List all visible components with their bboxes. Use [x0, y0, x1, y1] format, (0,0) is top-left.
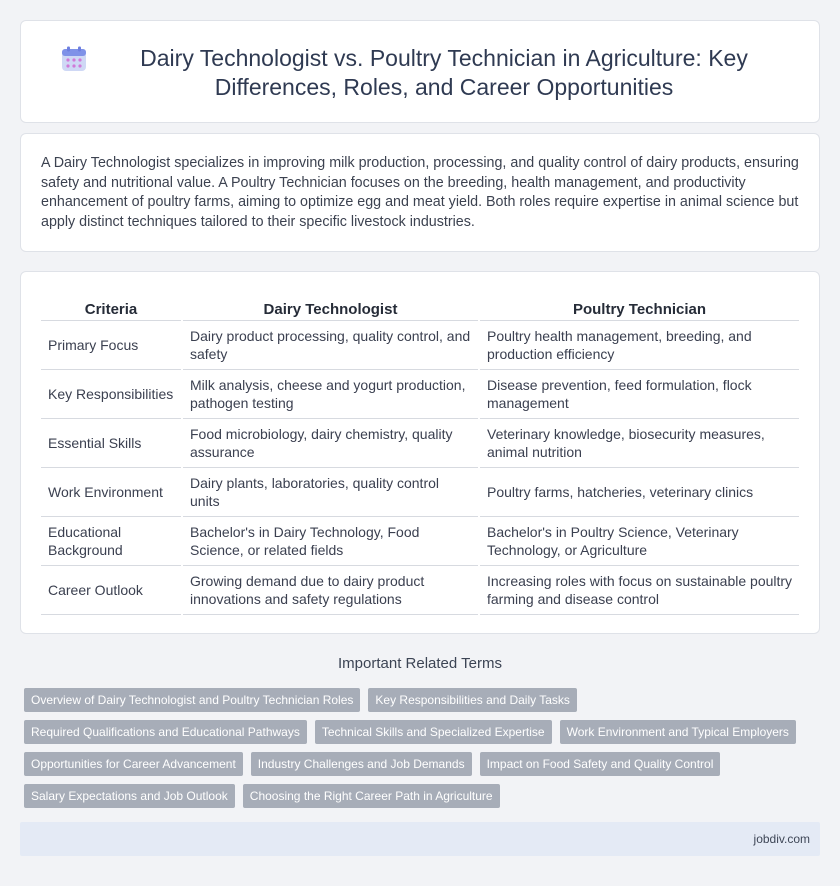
table-header-row: [41, 294, 799, 320]
table-row: [41, 418, 799, 467]
related-term-tag[interactable]: Impact on Food Safety and Quality Control: [480, 752, 721, 776]
calendar-icon: [61, 46, 87, 72]
table-row: [41, 369, 799, 418]
table-row: [41, 320, 799, 369]
row-poultry: Veterinary knowledge, biosecurity measures, animal nutrition: [479, 418, 799, 467]
row-criteria: Key Responsibilities: [41, 369, 182, 418]
header-poultry-technician: Poultry Technician: [479, 294, 799, 320]
row-criteria: Work Environment: [41, 467, 182, 516]
intro-paragraph: A Dairy Technologist specializes in improving milk production, processing, and quality control of dairy products, ensuring safety and nutritional value. A Poultry Technician focuses on the breeding, health management, and productivity enhancement of poultry farms, aiming to optimize egg and meat yield. Both roles require expertise in animal science but apply distinct techniques tailored to their specific livestock industries.: [41, 155, 799, 230]
row-dairy: Growing demand due to dairy product innovations and safety regulations: [182, 565, 479, 614]
row-criteria: Educational Background: [41, 516, 182, 565]
comparison-card: [20, 271, 820, 634]
title-card: [20, 20, 820, 123]
row-poultry: Bachelor's in Poultry Science, Veterinary Technology, or Agriculture: [479, 516, 799, 565]
row-poultry: Poultry farms, hatcheries, veterinary clinics: [479, 467, 799, 516]
row-poultry: Poultry health management, breeding, and production efficiency: [479, 320, 799, 369]
related-term-tag[interactable]: Industry Challenges and Job Demands: [251, 752, 472, 776]
table-row: [41, 516, 799, 565]
related-term-tag[interactable]: Key Responsibilities and Daily Tasks: [368, 688, 577, 712]
table-row: [41, 467, 799, 516]
row-dairy: Milk analysis, cheese and yogurt production, pathogen testing: [182, 369, 479, 418]
footer-bar: [20, 822, 820, 856]
row-criteria: Primary Focus: [41, 320, 182, 369]
related-term-tag[interactable]: Required Qualifications and Educational Pathways: [24, 720, 307, 744]
row-criteria: Essential Skills: [41, 418, 182, 467]
related-terms-heading: Important Related Terms: [338, 655, 502, 672]
row-dairy: Food microbiology, dairy chemistry, quality assurance: [182, 418, 479, 467]
row-dairy: Dairy product processing, quality control, and safety: [182, 320, 479, 369]
row-poultry: Disease prevention, feed formulation, flock management: [479, 369, 799, 418]
header-dairy-technologist: Dairy Technologist: [182, 294, 479, 320]
comparison-table: [41, 294, 799, 615]
header-criteria: Criteria: [41, 294, 182, 320]
row-poultry: Increasing roles with focus on sustainable poultry farming and disease control: [479, 565, 799, 614]
related-term-tag[interactable]: Overview of Dairy Technologist and Poultry Technician Roles: [24, 688, 360, 712]
row-dairy: Dairy plants, laboratories, quality control units: [182, 467, 479, 516]
related-terms-list: [24, 688, 804, 808]
row-criteria: Career Outlook: [41, 565, 182, 614]
table-row: [41, 565, 799, 614]
related-term-tag[interactable]: Technical Skills and Specialized Expertise: [315, 720, 552, 744]
footer-site-link[interactable]: jobdiv.com: [753, 832, 810, 846]
related-term-tag[interactable]: Opportunities for Career Advancement: [24, 752, 243, 776]
row-dairy: Bachelor's in Dairy Technology, Food Science, or related fields: [182, 516, 479, 565]
related-term-tag[interactable]: Salary Expectations and Job Outlook: [24, 784, 235, 808]
page-title: Dairy Technologist vs. Poultry Technician in Agriculture: Key Differences, Roles, and Career Opportunities: [140, 45, 748, 100]
related-term-tag[interactable]: Choosing the Right Career Path in Agriculture: [243, 784, 500, 808]
related-term-tag[interactable]: Work Environment and Typical Employers: [560, 720, 796, 744]
intro-card: [20, 133, 820, 252]
